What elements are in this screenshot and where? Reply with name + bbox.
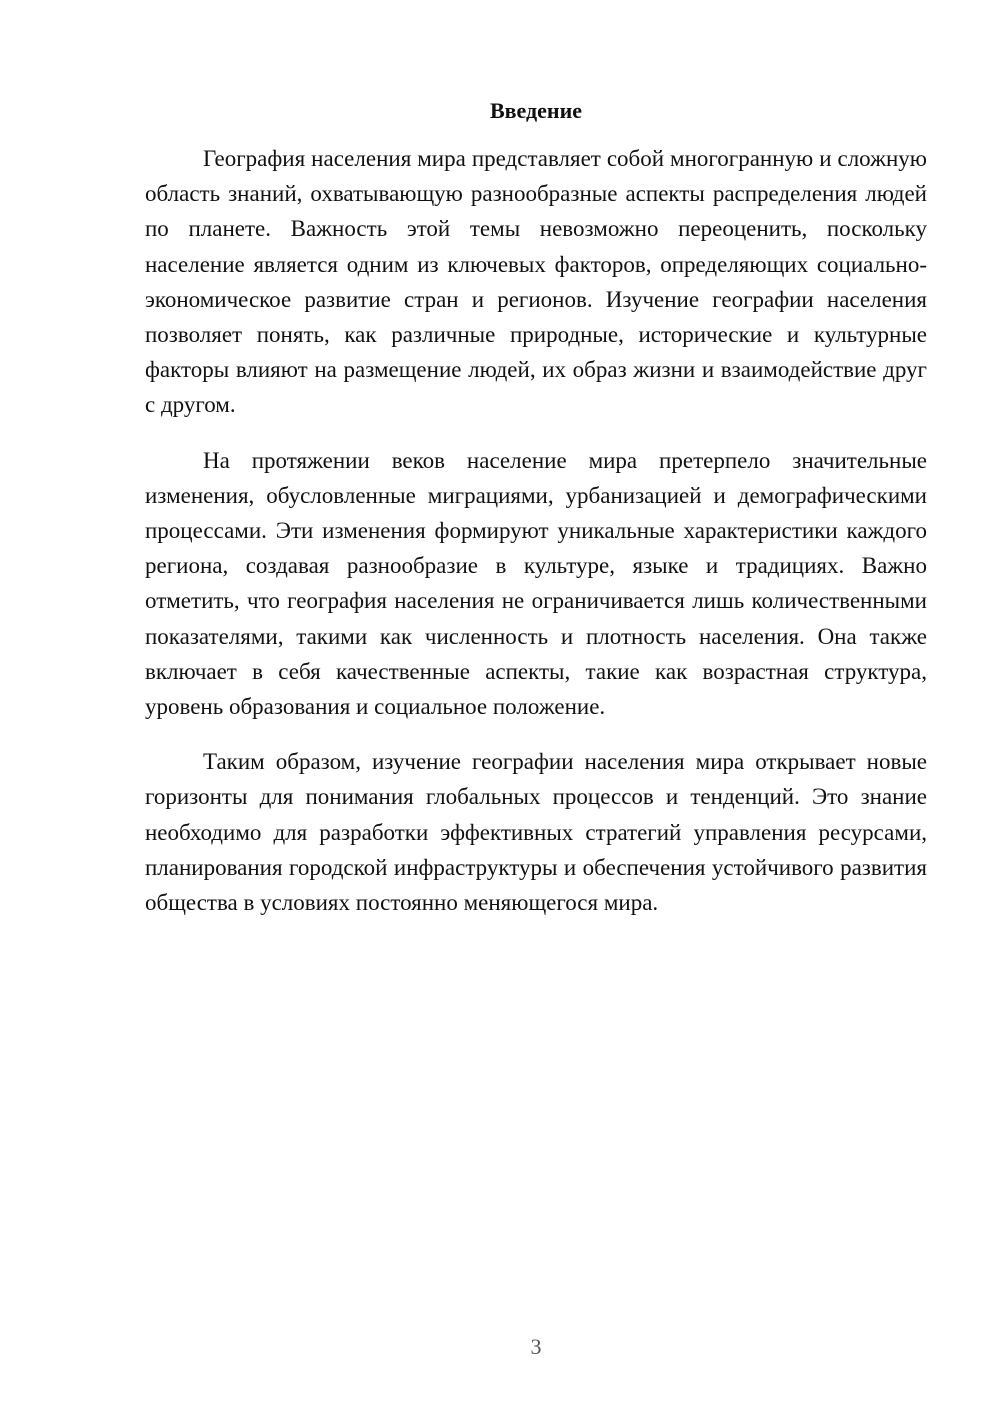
body-text <box>145 141 927 940</box>
paragraph-1: География населения мира представляет собой многогранную и сложную область знаний, охватывающую разнообразные аспекты распределения людей по планете. Важность этой темы невозможно переоценить, поскольку население является одним из ключевых факторов, определяющих социально-экономическое развитие стран и регионов. Изучение географии населения позволяет понять, как различные природные, исторические и культурные факторы влияют на размещение людей, их образ жизни и взаимодействие друг с другом. <box>145 146 927 418</box>
section-heading: Введение <box>489 98 583 123</box>
page-number: 3 <box>530 1334 542 1359</box>
paragraph-2: На протяжении веков население мира претерпело значительные изменения, обусловленные миграциями, урбанизацией и демографическими процессами. Эти изменения формируют уникальные характеристики каждого региона, создавая разнообразие в культуре, языке и традициях. Важно отметить, что география населения не ограничивается лишь количественными показателями, такими как численность и плотность населения. Она также включает в себя качественные аспекты, такие как возрастная структура, уровень образования и социальное положение. <box>145 447 927 720</box>
paragraph-3: Таким образом, изучение географии населения мира открывает новые горизонты для понимания глобальных процессов и тенденций. Это знание необходимо для разработки эффективных стратегий управления ресурсами, планирования городской инфраструктуры и обеспечения устойчивого развития общества в условиях постоянно меняющегося мира. <box>145 749 927 916</box>
